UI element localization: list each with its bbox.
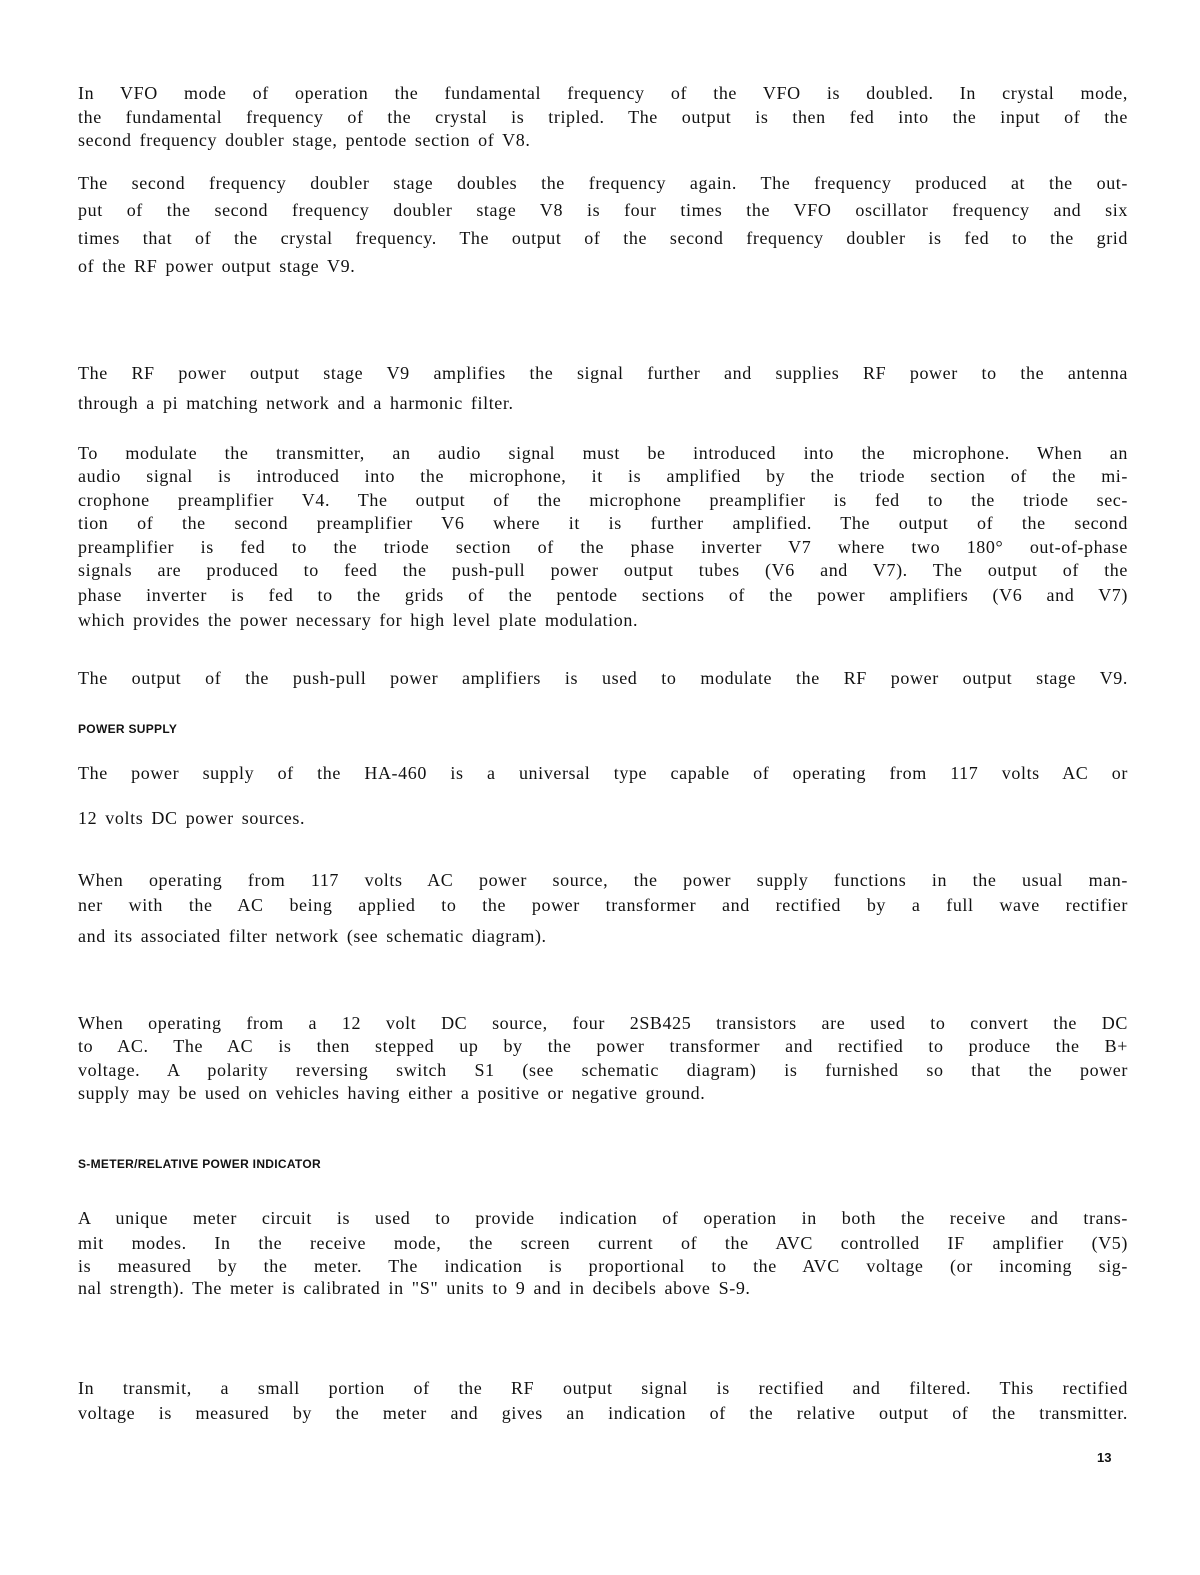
text-line: is measured by the meter. The indication is proportional to the AVC voltage (or incoming sig- bbox=[78, 1256, 1128, 1276]
heading-s-meter: S-METER/RELATIVE POWER INDICATOR bbox=[78, 1157, 321, 1171]
text-line: which provides the power necessary for high level plate modulation. bbox=[78, 610, 639, 630]
text-line: signals are produced to feed the push-pull power output tubes (V6 and V7). The output of the bbox=[78, 560, 1128, 580]
text-line: to AC. The AC is then stepped up by the power transformer and rectified to produce the B+ bbox=[78, 1036, 1128, 1056]
text-line: In VFO mode of operation the fundamental frequency of the VFO is doubled. In crystal mode, bbox=[78, 83, 1128, 103]
text-line: To modulate the transmitter, an audio signal must be introduced into the microphone. When an bbox=[78, 443, 1128, 463]
text-line: supply may be used on vehicles having either a positive or negative ground. bbox=[78, 1083, 706, 1103]
text-line: phase inverter is fed to the grids of the pentode sections of the power amplifiers (V6 and V7) bbox=[78, 585, 1128, 605]
text-line: nal strength). The meter is calibrated in "S" units to 9 and in decibels above S-9. bbox=[78, 1278, 751, 1298]
text-line: crophone preamplifier V4. The output of the microphone preamplifier is fed to the triode sec- bbox=[78, 490, 1128, 510]
heading-power-supply: POWER SUPPLY bbox=[78, 722, 178, 736]
text-line: and its associated filter network (see schematic diagram). bbox=[78, 926, 547, 946]
text-line: audio signal is introduced into the microphone, it is amplified by the triode section of the mi- bbox=[78, 466, 1128, 486]
text-line: When operating from a 12 volt DC source, four 2SB425 transistors are used to convert the DC bbox=[78, 1013, 1128, 1033]
text-line: the fundamental frequency of the crystal is tripled. The output is then fed into the input of the bbox=[78, 107, 1128, 127]
text-line: times that of the crystal frequency. The output of the second frequency doubler is fed to the grid bbox=[78, 228, 1128, 248]
text-line: 12 volts DC power sources. bbox=[78, 808, 306, 828]
text-line: ner with the AC being applied to the power transformer and rectified by a full wave rectifier bbox=[78, 895, 1128, 915]
text-line: mit modes. In the receive mode, the screen current of the AVC controlled IF amplifier (V5) bbox=[78, 1233, 1128, 1253]
text-line: The second frequency doubler stage doubles the frequency again. The frequency produced at the out- bbox=[78, 173, 1128, 193]
text-line: tion of the second preamplifier V6 where it is further amplified. The output of the second bbox=[78, 513, 1128, 533]
text-line: voltage. A polarity reversing switch S1 (see schematic diagram) is furnished so that the power bbox=[78, 1060, 1128, 1080]
text-line: When operating from 117 volts AC power source, the power supply functions in the usual man- bbox=[78, 870, 1128, 890]
text-line: of the RF power output stage V9. bbox=[78, 256, 356, 276]
text-line: The output of the push-pull power amplifiers is used to modulate the RF power output stage V9. bbox=[78, 668, 1128, 688]
text-line: In transmit, a small portion of the RF output signal is rectified and filtered. This rectified bbox=[78, 1378, 1128, 1398]
text-line: through a pi matching network and a harmonic filter. bbox=[78, 393, 514, 413]
text-line: preamplifier is fed to the triode section of the phase inverter V7 where two 180° out-of-phase bbox=[78, 537, 1128, 557]
text-line: put of the second frequency doubler stage V8 is four times the VFO oscillator frequency and six bbox=[78, 200, 1128, 220]
text-line: second frequency doubler stage, pentode section of V8. bbox=[78, 130, 531, 150]
page-number: 13 bbox=[1097, 1450, 1112, 1465]
text-line: voltage is measured by the meter and gives an indication of the relative output of the transmitter. bbox=[78, 1403, 1128, 1423]
text-line: The RF power output stage V9 amplifies the signal further and supplies RF power to the antenna bbox=[78, 363, 1128, 383]
text-line: A unique meter circuit is used to provide indication of operation in both the receive and trans- bbox=[78, 1208, 1128, 1228]
text-line: The power supply of the HA-460 is a universal type capable of operating from 117 volts AC or bbox=[78, 763, 1128, 783]
